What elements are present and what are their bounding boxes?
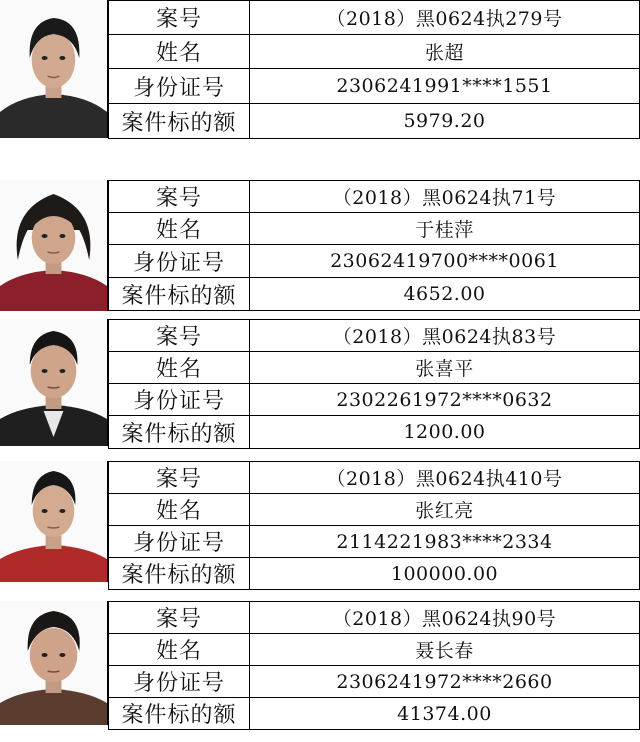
case-number-label: 案号 bbox=[109, 1, 250, 35]
case-number-label: 案号 bbox=[109, 320, 250, 352]
id-number-label: 身份证号 bbox=[109, 384, 250, 416]
name-label: 姓名 bbox=[109, 352, 250, 384]
record-card bbox=[0, 461, 640, 588]
amount-value: 4652.00 bbox=[250, 278, 640, 311]
record-card bbox=[0, 0, 640, 138]
amount-label: 案件标的额 bbox=[109, 698, 250, 730]
amount-label: 案件标的额 bbox=[109, 278, 250, 311]
id-number-value: 2114221983****2334 bbox=[250, 526, 640, 558]
name-label: 姓名 bbox=[109, 634, 250, 666]
id-number-label: 身份证号 bbox=[109, 666, 250, 698]
id-number-label: 身份证号 bbox=[109, 245, 250, 278]
name-value: 张超 bbox=[250, 35, 640, 69]
id-number-label: 身份证号 bbox=[109, 69, 250, 104]
case-number-value: （2018）黑0624执410号 bbox=[250, 462, 640, 494]
portrait-photo bbox=[0, 319, 108, 446]
id-number-value: 2306241972****2660 bbox=[250, 666, 640, 698]
case-number-value: （2018）黑0624执83号 bbox=[250, 320, 640, 352]
name-value: 张红亮 bbox=[250, 494, 640, 526]
case-number-value: （2018）黑0624执71号 bbox=[250, 181, 640, 213]
id-number-label: 身份证号 bbox=[109, 526, 250, 558]
case-number-value: （2018）黑0624执279号 bbox=[250, 1, 640, 35]
record-card bbox=[0, 319, 640, 446]
case-number-label: 案号 bbox=[109, 602, 250, 634]
name-label: 姓名 bbox=[109, 35, 250, 69]
name-value: 聂长春 bbox=[250, 634, 640, 666]
case-number-label: 案号 bbox=[109, 462, 250, 494]
record-card bbox=[0, 601, 640, 728]
record-table bbox=[108, 461, 640, 590]
portrait-photo bbox=[0, 0, 108, 138]
record-card bbox=[0, 180, 640, 311]
amount-value: 5979.20 bbox=[250, 104, 640, 139]
id-number-value: 2306241991****1551 bbox=[250, 69, 640, 104]
amount-value: 100000.00 bbox=[250, 558, 640, 590]
id-number-value: 23062419700****0061 bbox=[250, 245, 640, 278]
record-table bbox=[108, 319, 640, 449]
name-value: 张喜平 bbox=[250, 352, 640, 384]
amount-label: 案件标的额 bbox=[109, 558, 250, 590]
amount-label: 案件标的额 bbox=[109, 416, 250, 449]
portrait-photo bbox=[0, 461, 108, 582]
record-table bbox=[108, 0, 640, 139]
name-label: 姓名 bbox=[109, 213, 250, 245]
portrait-photo bbox=[0, 180, 108, 311]
id-number-value: 2302261972****0632 bbox=[250, 384, 640, 416]
case-number-value: （2018）黑0624执90号 bbox=[250, 602, 640, 634]
record-table bbox=[108, 180, 640, 311]
name-label: 姓名 bbox=[109, 494, 250, 526]
case-number-label: 案号 bbox=[109, 181, 250, 213]
record-table bbox=[108, 601, 640, 730]
amount-value: 41374.00 bbox=[250, 698, 640, 730]
amount-value: 1200.00 bbox=[250, 416, 640, 449]
amount-label: 案件标的额 bbox=[109, 104, 250, 139]
name-value: 于桂萍 bbox=[250, 213, 640, 245]
portrait-photo bbox=[0, 601, 108, 725]
